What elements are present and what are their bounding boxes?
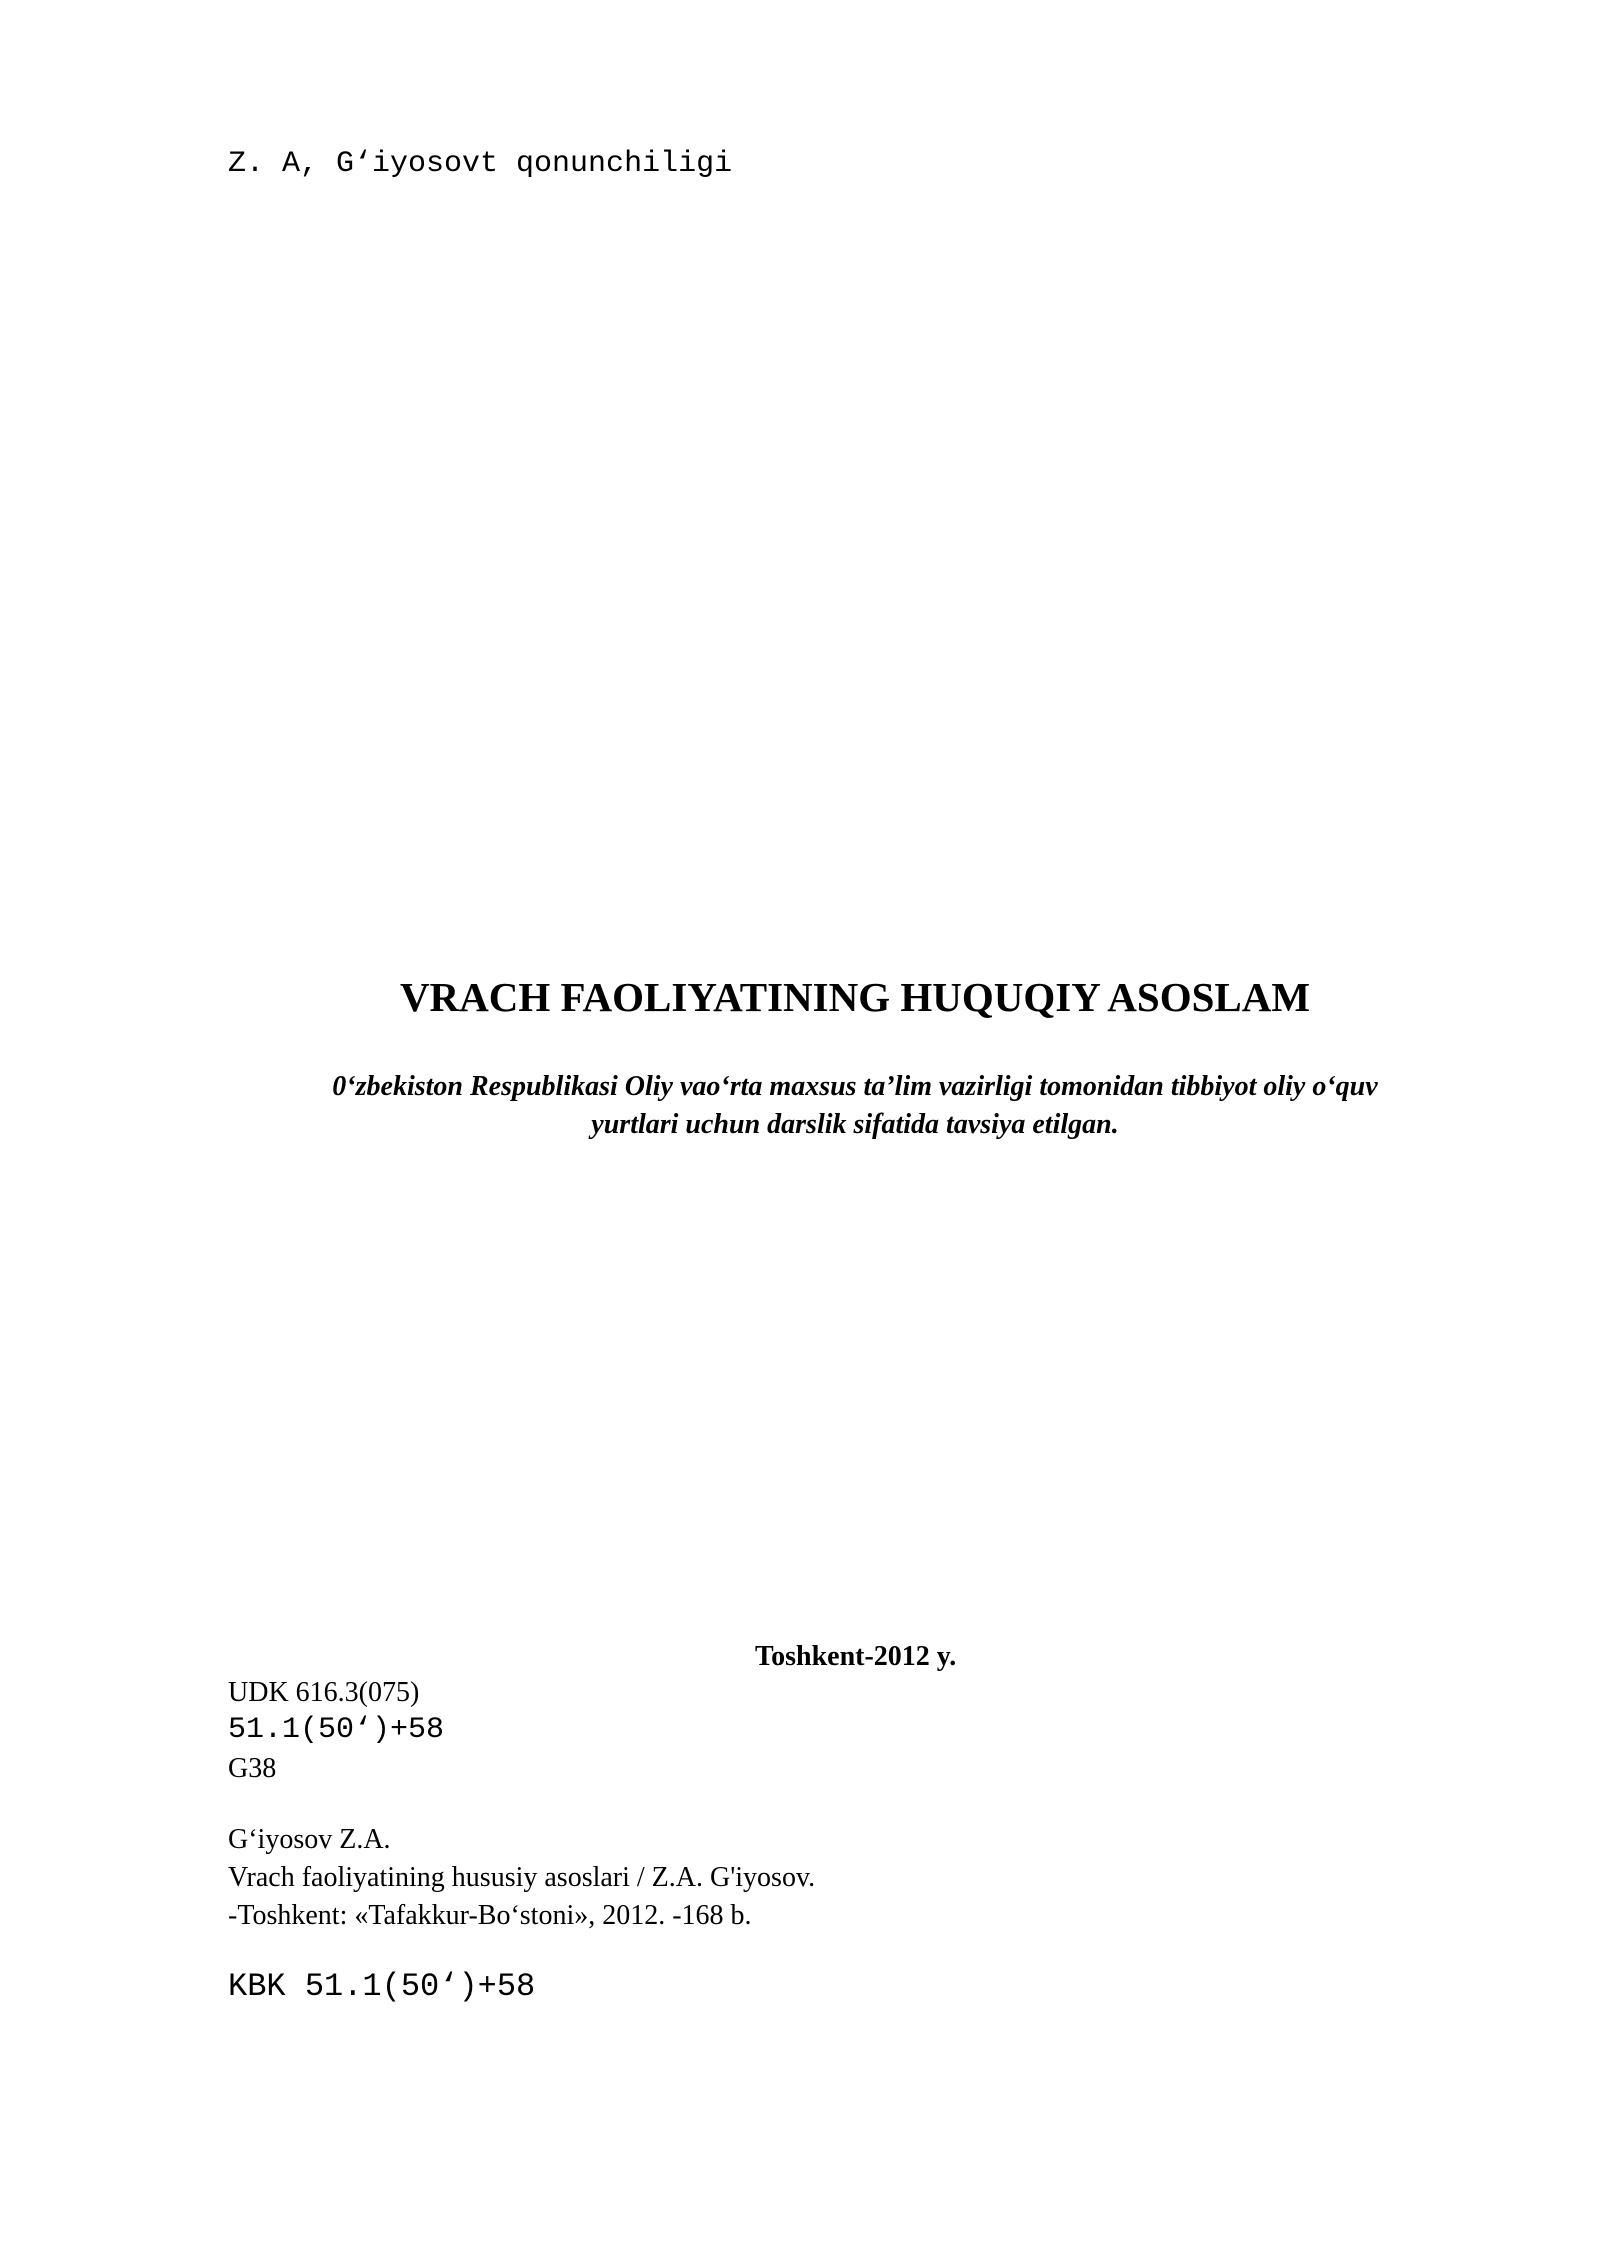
- recommendation-note: [270, 1068, 1440, 1144]
- bibliographic-record: [228, 1821, 815, 1935]
- udk-code: UDK 616.3(075): [228, 1677, 420, 1708]
- bbk-code: 51.1(50‘)+58: [228, 1713, 445, 1747]
- kbk-code: KBK 51.1(50‘)+58: [228, 1968, 536, 2005]
- header-line: Z. A, G‘iyosovt qonunchiligi: [228, 147, 733, 181]
- place-and-year: Toshkent-2012 y.: [755, 1641, 957, 1672]
- document-title: VRACH FAOLIYATINING HUQUQIY ASOSLAM: [399, 974, 1311, 1020]
- recommendation-line-1: 0‘zbekiston Respublikasi Oliy vao‘rta maxsus ta’lim vazirligi tomonidan tibbiyot oliy o‘quv: [332, 1071, 1378, 1102]
- biblio-title: Vrach faoliyatining hususiy asoslari / Z.A. G'iyosov.: [228, 1862, 816, 1893]
- recommendation-line-2: yurtlari uchun darslik sifatida tavsiya etilgan.: [591, 1109, 1119, 1140]
- biblio-author: G‘iyosov Z.A.: [228, 1824, 391, 1855]
- biblio-publication: -Toshkent: «Tafakkur-Bo‘stoni», 2012. -168 b.: [228, 1900, 752, 1931]
- author-mark: G38: [228, 1753, 277, 1784]
